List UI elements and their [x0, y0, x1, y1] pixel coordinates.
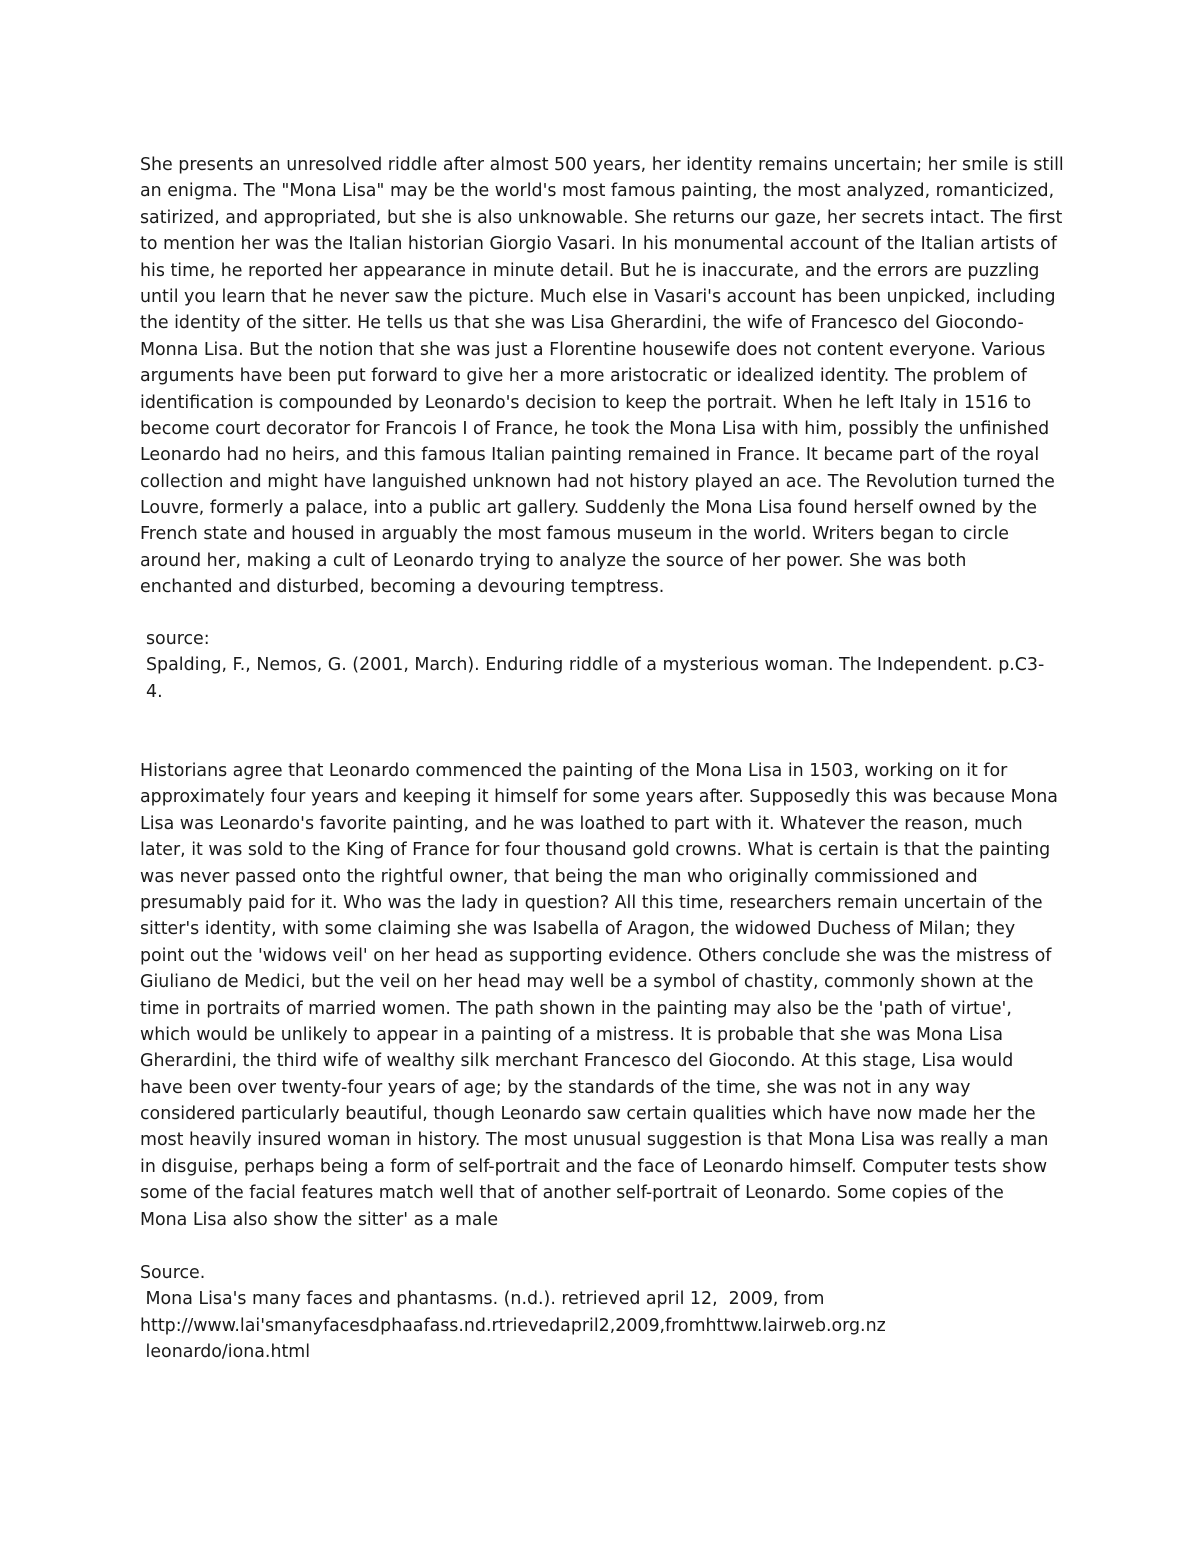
text-line: arguments have been put forward to give her a more aristocratic or idealized identity. The problem of	[140, 366, 1027, 387]
text-line: Louvre, formerly a palace, into a public art gallery. Suddenly the Mona Lisa found herself owned by the	[140, 498, 1037, 519]
text-line: have been over twenty-four years of age; by the standards of the time, she was not in any way	[140, 1077, 971, 1098]
text-line: his time, he reported her appearance in minute detail. But he is inaccurate, and the errors are puzzling	[140, 260, 1040, 281]
text-line: around her, making a cult of Leonardo trying to analyze the source of her power. She was both	[140, 550, 967, 571]
text-line: identification is compounded by Leonardo's decision to keep the portrait. When he left Italy in 1516 to	[140, 392, 1032, 413]
citation-line: Spalding, F., Nemos, G. (2001, March). Enduring riddle of a mysterious woman. The Independent. p.C3-	[146, 655, 1045, 676]
text-line: satirized, and appropriated, but she is also unknowable. She returns our gaze, her secrets intact. The first	[140, 207, 1063, 228]
text-line: enchanted and disturbed, becoming a devouring temptress.	[140, 577, 665, 598]
text-line: Monna Lisa. But the notion that she was just a Florentine housewife does not content everyone. Various	[140, 339, 1046, 360]
text-line: Mona Lisa also show the sitter' as a male	[140, 1209, 499, 1230]
citation-line: Mona Lisa's many faces and phantasms. (n.d.). retrieved april 12, 2009, from	[140, 1289, 825, 1310]
text-line: an enigma. The "Mona Lisa" may be the world's most famous painting, the most analyzed, romanticized,	[140, 181, 1055, 202]
text-line: Historians agree that Leonardo commenced the painting of the Mona Lisa in 1503, working on it for	[140, 761, 1008, 781]
text-line: until you learn that he never saw the picture. Much else in Vasari's account has been unpicked, including	[140, 286, 1056, 307]
text-line: Giuliano de Medici, but the veil on her head may well be a symbol of chastity, commonly shown at the	[140, 972, 1034, 993]
text-line: some of the facial features match well that of another self-portrait of Leonardo. Some copies of the	[140, 1183, 1004, 1204]
text-line: point out the 'widows veil' on her head as supporting evidence. Others conclude she was the mistress of	[140, 945, 1052, 966]
text-line: approximately four years and keeping it himself for some years after. Supposedly this was because Mona	[140, 787, 1058, 808]
text-line: the identity of the sitter. He tells us that she was Lisa Gherardini, the wife of Francesco del Giocondo-	[140, 313, 1024, 334]
text-line: collection and might have languished unknown had not history played an ace. The Revolution turned the	[140, 471, 1055, 492]
text-line: which would be unlikely to appear in a painting of a mistress. It is probable that she was Mona Lisa	[140, 1024, 1003, 1045]
citation-line: leonardo/iona.html	[140, 1342, 311, 1363]
text-line: She presents an unresolved riddle after almost 500 years, her identity remains uncertain; her smile is still	[140, 155, 1064, 175]
paragraph-mona-lisa-riddle	[140, 152, 1064, 601]
text-line: time in portraits of married women. The path shown in the painting may also be the 'path of virtue',	[140, 998, 1012, 1019]
text-line: Gherardini, the third wife of wealthy silk merchant Francesco del Giocondo. At this stage, Lisa would	[140, 1051, 1014, 1072]
source-citation-2	[140, 1260, 1060, 1366]
text-line: become court decorator for Francois I of France, he took the Mona Lisa with him, possibly the unfinished	[140, 418, 1050, 439]
text-line: most heavily insured woman in history. The most unusual suggestion is that Mona Lisa was really a man	[140, 1130, 1049, 1151]
citation-url: http://www.lai'smanyfacesdphaafass.nd.rtrievedapril2,2009,fromhttww.lairweb.org.nz	[140, 1315, 886, 1336]
text-line: Lisa was Leonardo's favorite painting, and he was loathed to part with it. Whatever the reason, much	[140, 813, 1023, 834]
source-heading: Source.	[140, 1263, 206, 1283]
paragraph-historians-agree	[140, 758, 1060, 1233]
text-line: Leonardo had no heirs, and this famous Italian painting remained in France. It became part of the royal	[140, 445, 1040, 466]
text-line: sitter's identity, with some claiming she was Isabella of Aragon, the widowed Duchess of Milan; they	[140, 919, 1016, 940]
source-citation-1	[146, 626, 1066, 705]
text-line: in disguise, perhaps being a form of self-portrait and the face of Leonardo himself. Computer tests show	[140, 1156, 1048, 1177]
text-line: French state and housed in arguably the most famous museum in the world. Writers began to circle	[140, 524, 1009, 545]
text-line: was never passed onto the rightful owner, that being the man who originally commissioned and	[140, 866, 978, 887]
citation-line: 4.	[146, 681, 163, 702]
text-line: presumably paid for it. Who was the lady in question? All this time, researchers remain uncertain of the	[140, 892, 1043, 913]
source-heading: source:	[146, 629, 210, 649]
text-line: to mention her was the Italian historian Giorgio Vasari. In his monumental account of the Italian artists of	[140, 234, 1057, 255]
text-line: later, it was sold to the King of France for four thousand gold crowns. What is certain is that the painting	[140, 840, 1051, 861]
text-line: considered particularly beautiful, though Leonardo saw certain qualities which have now made her the	[140, 1104, 1036, 1125]
